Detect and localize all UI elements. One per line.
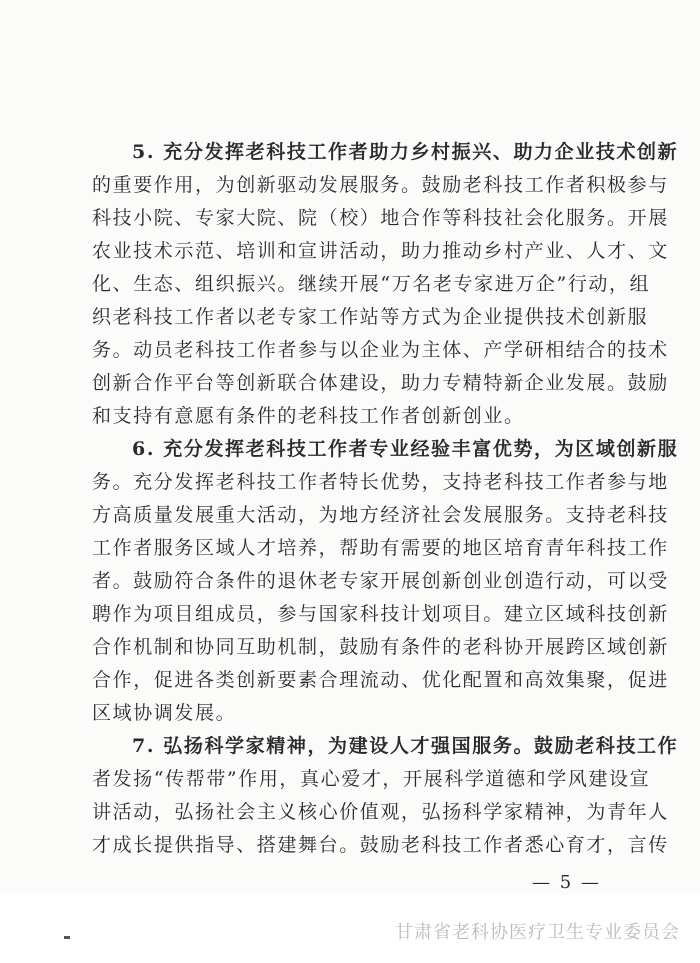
paragraph-6-line-9: 区域协调发展。 bbox=[92, 702, 237, 724]
paragraph-6-line-4: 工作者服务区域人才培养，帮助有需要的地区培育青年科技工作 bbox=[92, 537, 669, 559]
paragraph-7-line-2: 者发扬“传帮带”作用，真心爱才，开展科学道德和学风建设宣 bbox=[92, 768, 651, 790]
paragraph-6-line-6: 聘作为项目组成员，参与国家科技计划项目。建立区域科技创新 bbox=[92, 603, 669, 625]
paragraph-5-line-3: 科技小院、专家大院、院（校）地合作等科技社会化服务。开展 bbox=[92, 207, 669, 229]
paragraph-5-line-2: 的重要作用，为创新驱动发展服务。鼓励老科技工作者积极参与 bbox=[92, 174, 669, 196]
paragraph-7-line-3: 讲活动，弘扬社会主义核心价值观，弘扬科学家精神，为青年人 bbox=[92, 801, 669, 823]
paragraph-5-line-7: 务。动员老科技工作者参与以企业为主体、产学研相结合的技术 bbox=[92, 339, 669, 361]
paragraph-6-line-8: 合作，促进各类创新要素合理流动、优化配置和高效集聚，促进 bbox=[92, 669, 669, 691]
paragraph-5-line-5: 化、生态、组织振兴。继续开展“万名老专家进万企”行动，组 bbox=[92, 273, 651, 295]
paragraph-5-line-4: 农业技术示范、培训和宣讲活动，助力推动乡村产业、人才、文 bbox=[92, 240, 669, 262]
paragraph-5-line-6: 织老科技工作者以老专家工作站等方式为企业提供技术创新服 bbox=[92, 306, 649, 328]
paragraph-7-line-1: 7. 弘扬科学家精神，为建设人才强国服务。鼓励老科技工作 bbox=[132, 735, 679, 757]
body-text bbox=[92, 136, 679, 862]
paragraph-6-line-1: 6. 充分发挥老科技工作者专业经验丰富优势，为区域创新服 bbox=[132, 438, 679, 460]
paragraph-7-line-4: 才成长提供指导、搭建舞台。鼓励老科技工作者悉心育才，言传 bbox=[92, 834, 669, 856]
watermark: 甘肃省老科协医疗卫生专业委员会 bbox=[395, 922, 680, 943]
paragraph-6-line-3: 方高质量发展重大活动，为地方经济社会发展服务。支持老科技 bbox=[92, 504, 669, 526]
paragraph-6-line-5: 者。鼓励符合条件的退休老专家开展创新创业创造行动，可以受 bbox=[92, 570, 669, 592]
scan-mark bbox=[64, 936, 70, 939]
paragraph-6-line-2: 务。充分发挥老科技工作者特长优势，支持老科技工作者参与地 bbox=[92, 471, 669, 493]
paragraph-6-line-7: 合作机制和协同互助机制，鼓励有条件的老科协开展跨区域创新 bbox=[92, 636, 669, 658]
page-number: — 5 — bbox=[532, 872, 601, 893]
paragraph-5-line-9: 和支持有意愿有条件的老科技工作者创新创业。 bbox=[92, 405, 525, 427]
paragraph-5-line-1: 5. 充分发挥老科技工作者助力乡村振兴、助力企业技术创新 bbox=[132, 141, 679, 163]
paragraph-5-line-8: 创新合作平台等创新联合体建设，助力专精特新企业发展。鼓励 bbox=[92, 372, 669, 394]
